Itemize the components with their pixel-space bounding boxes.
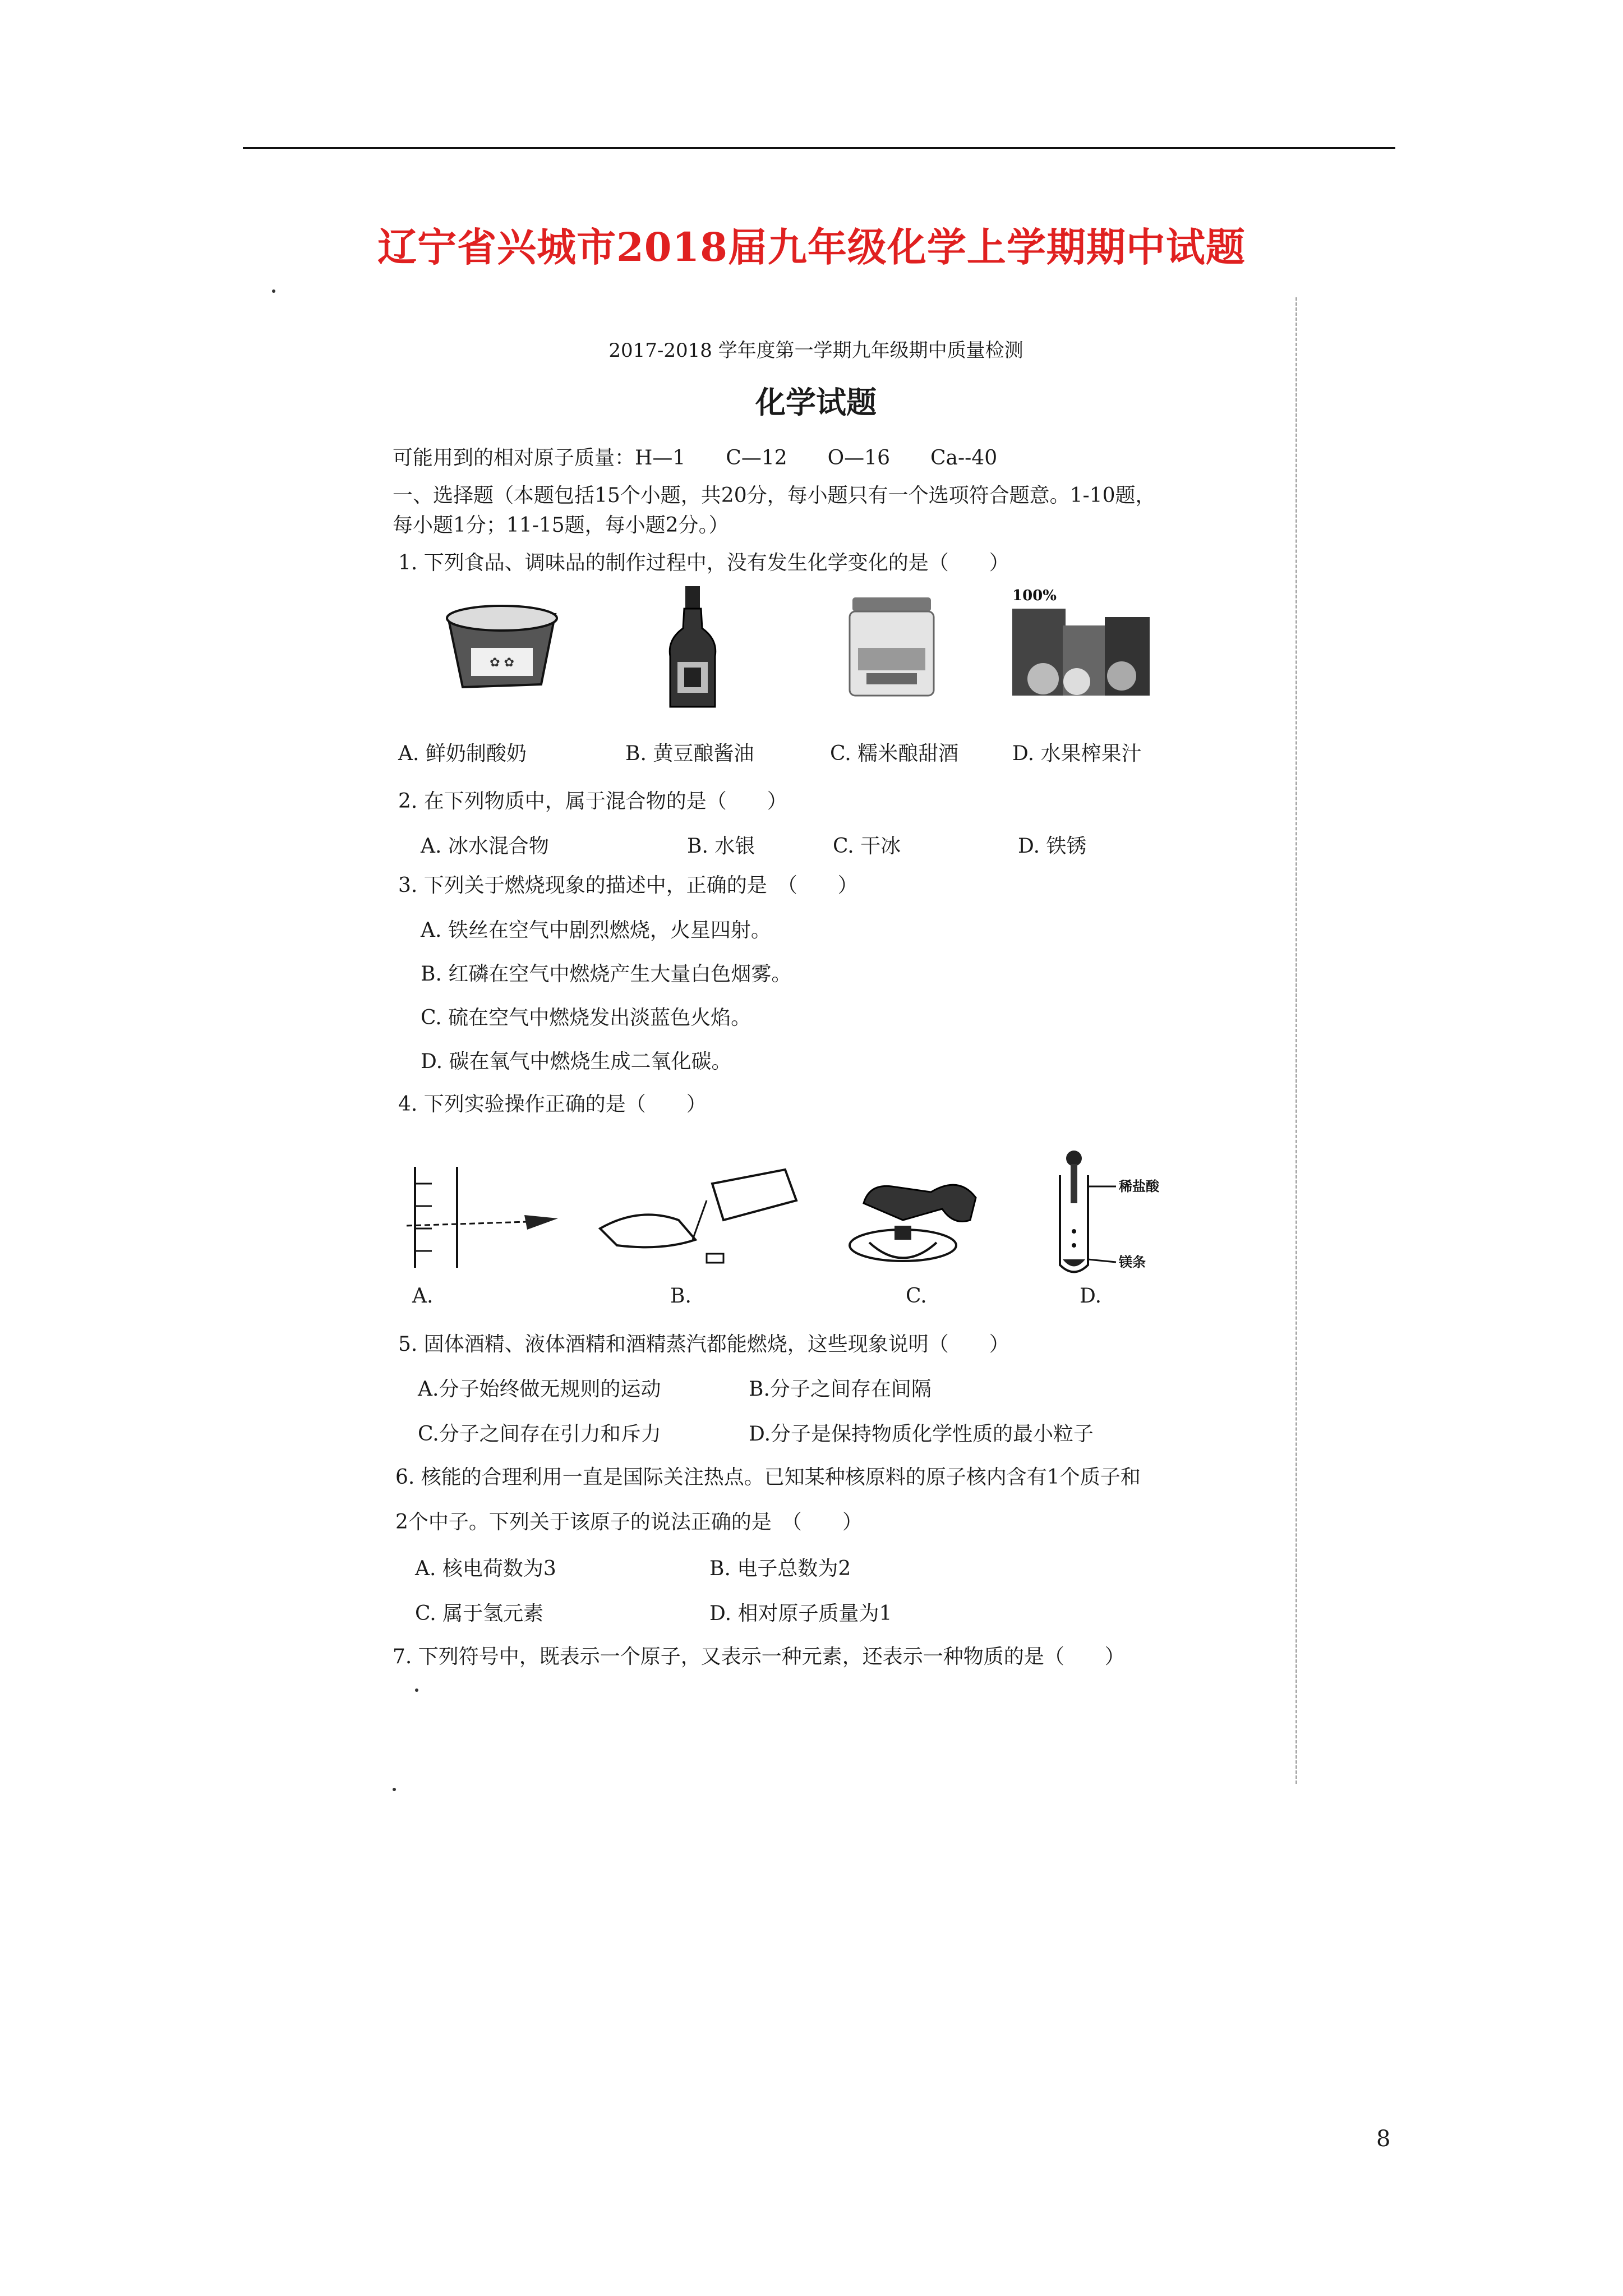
evaporating-dish-image — [841, 1153, 993, 1276]
q3-option-d: D. 碳在氧气中燃烧生成二氧化碳。 — [421, 1050, 732, 1073]
question-7-stem: 7. 下列符号中，既表示一个原子，又表示一种元素，还表示一种物质的是（ ） — [393, 1645, 1125, 1668]
scan-speck — [415, 1688, 418, 1692]
q3-option-a: A. 铁丝在空气中剧烈燃烧，火星四射。 — [421, 919, 771, 942]
exam-subtitle: 2017-2018 学年度第一学期九年级期中质量检测 — [608, 339, 1023, 362]
pouring-liquid-image — [594, 1167, 808, 1268]
q1-option-a: A. 鲜奶制酸奶 — [398, 742, 527, 765]
q4-label-c: C. — [906, 1285, 927, 1308]
q2-option-a: A. 冰水混合物 — [421, 835, 549, 858]
juice-label: 100% — [1012, 587, 1057, 604]
q1-option-b: B. 黄豆酿酱油 — [625, 742, 754, 765]
dilute-acid-label: 稀盐酸 — [1119, 1178, 1159, 1194]
question-4-stem: 4. 下列实验操作正确的是（ ） — [398, 1093, 707, 1116]
graduated-cylinder-reading-image — [404, 1161, 578, 1273]
sweet-rice-wine-jar-image — [841, 595, 942, 701]
q3-option-c: C. 硫在空气中燃烧发出淡蓝色火焰。 — [421, 1006, 751, 1029]
svg-text:✿ ✿: ✿ ✿ — [490, 656, 514, 670]
fruit-juice-image — [1009, 583, 1155, 701]
q2-option-b: B. 水银 — [687, 835, 755, 858]
q1-option-c: C. 糯米酿甜酒 — [830, 742, 959, 765]
q4-label-d: D. — [1080, 1285, 1102, 1308]
section1-instructions-cont: 每小题1分；11-15题，每小题2分。） — [393, 514, 729, 537]
q1-option-d: D. 水果榨果汁 — [1012, 742, 1142, 765]
q6-option-d: D. 相对原子质量为1 — [709, 1602, 892, 1625]
q6-option-a: A. 核电荷数为3 — [415, 1557, 556, 1580]
exam-title: 化学试题 — [755, 385, 877, 420]
q3-option-b: B. 红磷在空气中燃烧产生大量白色烟雾。 — [421, 963, 792, 986]
q5-option-b: B.分子之间存在间隔 — [749, 1378, 932, 1401]
q5-option-d: D.分子是保持物质化学性质的最小粒子 — [749, 1423, 1094, 1446]
question-6-stem: 6. 核能的合理利用一直是国际关注热点。已知某种核原料的原子核内含有1个质子和 — [395, 1466, 1141, 1489]
q2-option-d: D. 铁锈 — [1018, 835, 1087, 858]
q2-option-c: C. 干冰 — [833, 835, 901, 858]
question-5-stem: 5. 固体酒精、液体酒精和酒精蒸汽都能燃烧，这些现象说明（ ） — [398, 1333, 1009, 1356]
atomic-masses: 可能用到的相对原子质量：H—1 C—12 O—16 Ca--40 — [393, 447, 998, 470]
q4-label-a: A. — [412, 1285, 434, 1308]
document-title: 辽宁省兴城市2018届九年级化学上学期期中试题 — [377, 224, 1246, 270]
q6-option-c: C. 属于氢元素 — [415, 1602, 544, 1625]
test-tube-acid-image — [1054, 1147, 1239, 1282]
header-rule — [243, 147, 1395, 149]
page-number: 8 — [1376, 2126, 1391, 2152]
question-6-stem-cont: 2个中子。下列关于该原子的说法正确的是 （ ） — [395, 1511, 863, 1534]
scanned-exam-page — [314, 292, 1318, 1801]
magnesium-label: 镁条 — [1119, 1254, 1146, 1270]
scan-speck — [272, 289, 275, 293]
section1-instructions: 一、选择题（本题包括15个小题，共20分，每小题只有一个选项符合题意。1-10题， — [393, 484, 1156, 507]
question-2-stem: 2. 在下列物质中，属于混合物的是（ ） — [398, 790, 787, 813]
scan-speck — [393, 1788, 396, 1791]
yogurt-cup-image — [437, 595, 566, 696]
question-1-stem: 1. 下列食品、调味品的制作过程中，没有发生化学变化的是（ ） — [398, 551, 1009, 574]
q5-option-a: A.分子始终做无规则的运动 — [418, 1378, 661, 1401]
soy-sauce-bottle-image — [662, 583, 723, 712]
q6-option-b: B. 电子总数为2 — [709, 1557, 851, 1580]
q5-option-c: C.分子之间存在引力和斥力 — [418, 1423, 661, 1446]
q4-label-b: B. — [670, 1285, 691, 1308]
scan-edge-artifact — [1295, 297, 1297, 1784]
question-3-stem: 3. 下列关于燃烧现象的描述中，正确的是 （ ） — [398, 874, 858, 897]
